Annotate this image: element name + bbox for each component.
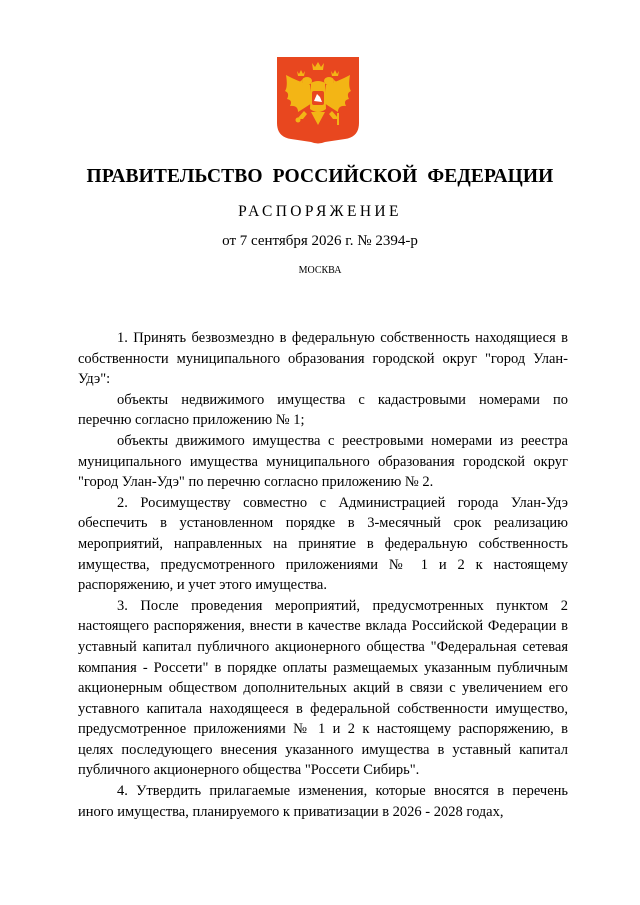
paragraph: 1. Принять безвозмездно в федеральную собственность находящиеся в собственности муниципального образования городской округ "город Улан-Удэ":	[78, 330, 568, 388]
paragraph: объекты недвижимого имущества с кадастровыми номерами по перечню согласно приложению № 1;	[78, 391, 568, 429]
document-date-number: от 7 сентября 2026 г. № 2394-р	[222, 233, 418, 249]
paragraph: 4. Утвердить прилагаемые изменения, которые вносятся в перечень иного имущества, планируемого к приватизации в 2026 - 2028 годах,	[78, 783, 568, 820]
paragraph: 3. После проведения мероприятий, предусмотренных пунктом 2 настоящего распоряжения, внести в качестве вклада Российской Федерации в уставный капитал публичного акционерного общества "Федеральная сетевая компания - Россети" в порядке оплаты размещаемых указанным публичным акционерным обществом дополнительных акций в связи с увеличением его уставного капитала находящееся в федеральной собственности имущество, предусмотренное приложениями № 1 и 2 к настоящему распоряжению, в целях последующего внесения указанного имущества в уставный капитал публичного акционерного общества "Россети Сибирь".	[78, 597, 568, 779]
russian-coat-of-arms-icon	[277, 57, 359, 145]
document-city: МОСКВА	[298, 265, 342, 276]
document-body	[78, 328, 568, 822]
government-title: ПРАВИТЕЛЬСТВО РОССИЙСКОЙ ФЕДЕРАЦИИ	[86, 166, 554, 187]
paragraph: объекты движимого имущества с реестровыми номерами из реестра муниципального имущества муниципального образования городской округ "город Улан-Удэ" по перечню согласно приложению № 2.	[78, 432, 568, 491]
paragraph: 2. Росимуществу совместно с Администрацией города Улан-Удэ обеспечить в установленном порядке в 3-месячный срок реализацию мероприятий, направленных на принятие в федеральную собственность имущества, предусмотренного приложениями № 1 и 2 к настоящему распоряжению, и учет этого имущества.	[78, 494, 568, 594]
document-type: РАСПОРЯЖЕНИЕ	[238, 203, 402, 220]
